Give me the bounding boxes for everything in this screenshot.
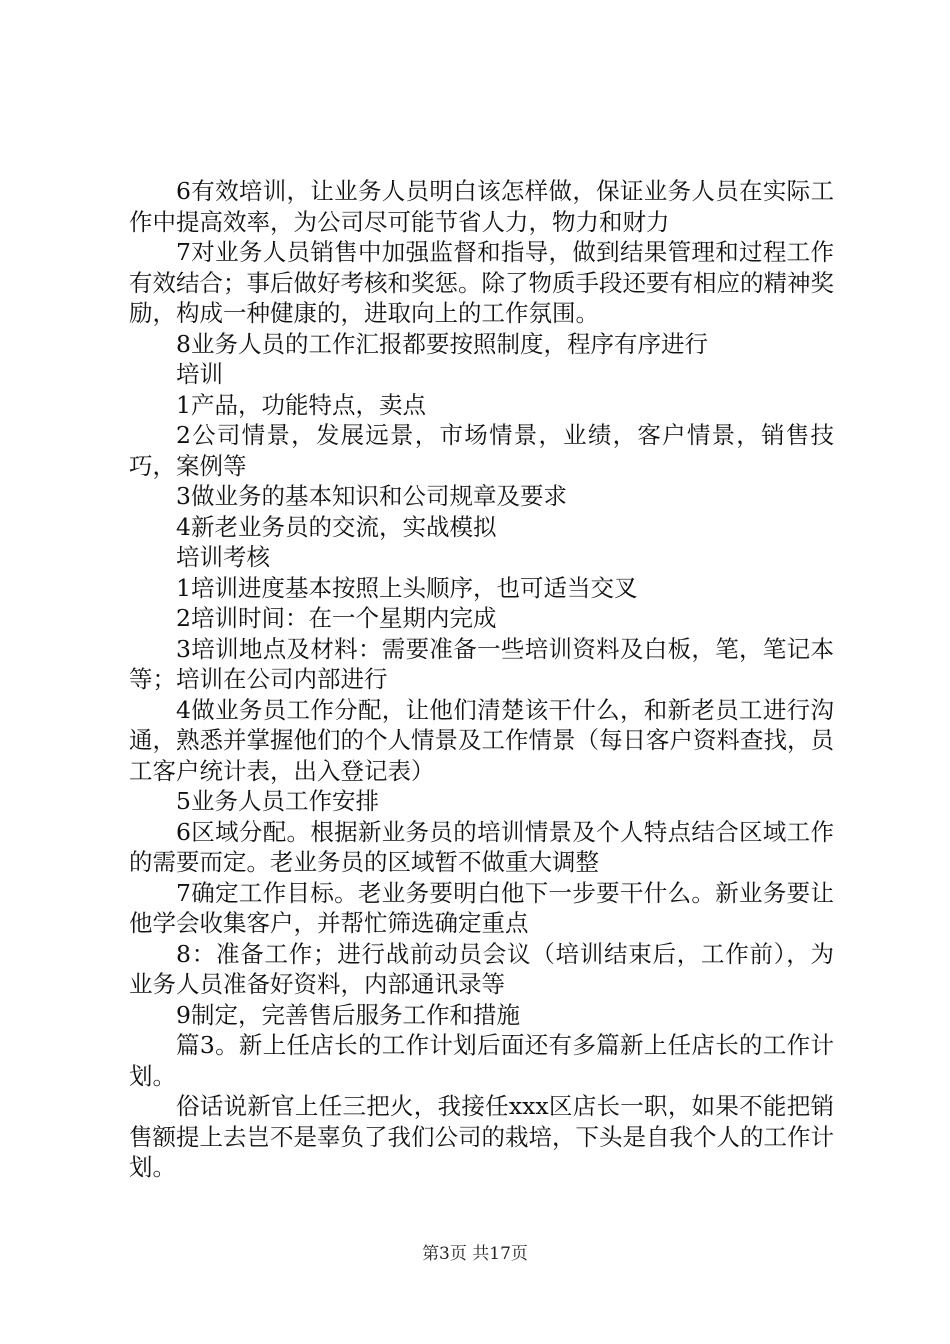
paragraph: 1产品，功能特点，卖点 <box>176 390 426 419</box>
paragraph: 5业务人员工作安排 <box>176 787 379 815</box>
paragraph: 1培训进度基本按照上头顺序，也可适当交叉 <box>176 573 638 602</box>
paragraph: 7对业务人员销售中加强监督和指导，做到结果管理和过程工作有效结合；事后做好考核和奖惩。除了物质手段还要有相应的精神奖励，构成一种健康的，进取向上的工作氛围。 <box>129 238 834 327</box>
paragraph: 4做业务员工作分配，让他们清楚该干什么，和新老员工进行沟通，熟悉并掌握他们的个人情景及工作情景（每日客户资料查找，员工客户统计表，出入登记表） <box>129 695 834 785</box>
page-number-footer: 第3页 共17页 <box>422 1244 528 1264</box>
paragraph: 2公司情景，发展远景，市场情景，业绩，客户情景，销售技巧，案例等 <box>129 421 834 480</box>
paragraph: 2培训时间：在一个星期内完成 <box>176 604 497 632</box>
paragraph: 6有效培训，让业务人员明白该怎样做，保证业务人员在实际工作中提高效率，为公司尽可能节省人力，物力和财力 <box>129 177 834 236</box>
paragraph: 3做业务的基本知识和公司规章及要求 <box>176 482 567 510</box>
section-heading: 培训 <box>176 360 223 388</box>
paragraph: 8：准备工作；进行战前动员会议（培训结束后，工作前），为业务人员准备好资料，内部通讯录等 <box>129 939 834 998</box>
paragraph: 俗话说新官上任三把火，我接任xxx区店长一职，如果不能把销售额提上去岂不是辜负了我们公司的栽培，下头是自我个人的工作计划。 <box>129 1092 834 1181</box>
paragraph: 篇3。新上任店长的工作计划后面还有多篇新上任店长的工作计划。 <box>129 1031 834 1090</box>
paragraph: 7确定工作目标。老业务要明白他下一步要干什么。新业务要让他学会收集客户，并帮忙筛选确定重点 <box>129 878 834 937</box>
paragraph: 3培训地点及材料：需要准备一些培训资料及白板，笔，笔记本等；培训在公司内部进行 <box>129 634 834 693</box>
document-body <box>129 176 834 1183</box>
paragraph: 8业务人员的工作汇报都要按照制度，程序有序进行 <box>176 329 708 358</box>
paragraph: 6区域分配。根据新业务员的培训情景及个人特点结合区域工作的需要而定。老业务员的区域暂不做重大调整 <box>129 817 834 876</box>
paragraph: 9制定，完善售后服务工作和措施 <box>176 1000 520 1029</box>
paragraph: 4新老业务员的交流，实战模拟 <box>176 512 497 541</box>
section-heading: 培训考核 <box>176 543 270 571</box>
